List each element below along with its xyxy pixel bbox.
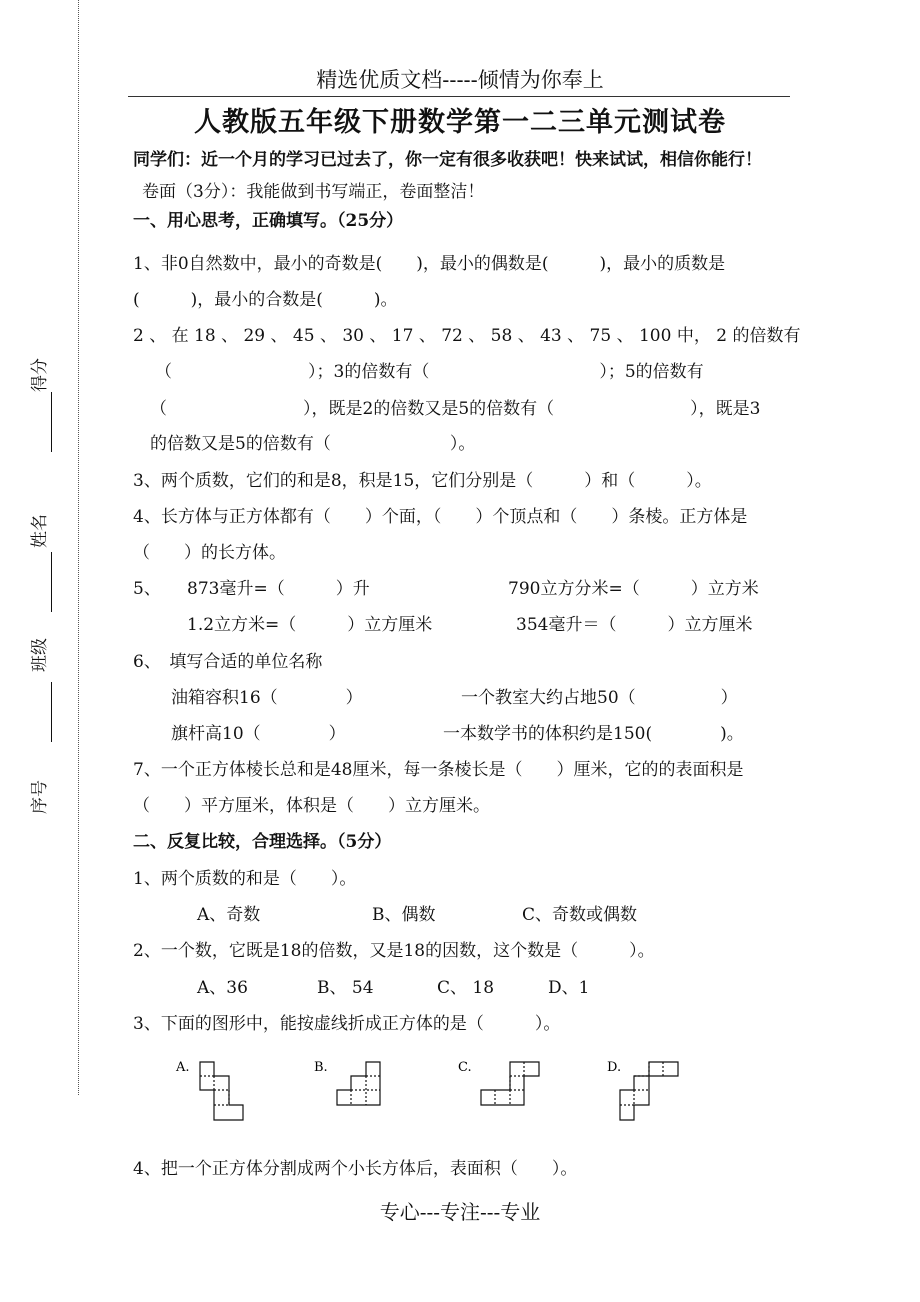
section1-heading: 一、用心思考，正确填写。（25分） [133,211,404,231]
q2-line2: （ ）；3的倍数有（ ）；5的倍数有 [155,362,704,382]
net-d[interactable] [620,1062,678,1120]
q6-item-d: 一本数学书的体积约是150( )。 [443,724,744,744]
s2-q4: 4、把一个正方体分割成两个小长方体后，表面积（ ）。 [133,1159,578,1179]
q5-item-a: 873毫升=（ ）升 [187,579,370,599]
q5-item-b: 790立方分米=（ ）立方米 [508,579,759,599]
net-c[interactable] [481,1062,539,1105]
section2-heading: 二、反复比较，合理选择。（5分） [133,832,392,852]
q1-line1: 1、非0自然数中，最小的奇数是( )，最小的偶数是( )，最小的质数是 [133,254,726,274]
page-header: 精选优质文档-----倾情为你奉上 [316,68,604,92]
q6-item-b: 一个教室大约占地50（ ） [461,688,738,708]
q6-item-a: 油箱容积16（ ） [171,688,363,708]
s2-q2-option-a[interactable]: A、36 [197,978,248,998]
s2-q1-option-b[interactable]: B、偶数 [372,905,436,925]
net-label-c: C. [458,1060,472,1075]
net-a[interactable] [200,1062,243,1120]
q6-heading: 6、 填写合适的单位名称 [133,652,323,672]
s2-q2-option-d[interactable]: D、1 [548,978,590,998]
class-label: 班级 [30,638,50,672]
net-b[interactable] [337,1062,380,1105]
s2-q1: 1、两个质数的和是（ ）。 [133,869,357,889]
q5-item-d: 354毫升＝（ ）立方厘米 [516,615,753,635]
q1-line2: ( )，最小的合数是( )。 [133,290,398,310]
page-footer: 专心---专注---专业 [379,1200,541,1224]
net-label-b: B. [314,1060,328,1075]
q4-line2: （ ）的长方体。 [133,543,286,563]
q2-line1: 2 、 在 18 、 29 、 45 、 30 、 17 、 72 、 58 、 43 、 75 、 100 中， 2 的倍数有 [133,326,801,346]
net-label-a: A. [176,1060,190,1075]
neatness-note: 卷面（3分）：我能做到书写端正，卷面整洁！ [142,182,485,202]
intro-text: 同学们：近一个月的学习已过去了，你一定有很多收获吧！快来试试，相信你能行！ [133,150,762,170]
q4-line1: 4、长方体与正方体都有（ ）个面，（ ）个顶点和（ ）条棱。正方体是 [133,507,748,527]
net-label-d: D. [607,1060,622,1075]
q2-line3: （ ），既是2的倍数又是5的倍数有（ ），既是3 [150,399,761,419]
q5-number: 5、 [133,579,161,599]
seat-label: 序号 [30,780,50,814]
page-title: 人教版五年级下册数学第一二三单元测试卷 [194,107,726,138]
score-label: 得分 [30,358,50,392]
s2-q2-option-c[interactable]: C、 18 [437,978,495,998]
name-label: 姓名 [30,514,50,548]
q7-line1: 7、一个正方体棱长总和是48厘米，每一条棱长是（ ）厘米，它的的表面积是 [133,760,744,780]
s2-q3: 3、下面的图形中，能按虚线折成正方体的是（ ）。 [133,1014,561,1034]
q5-item-c: 1.2立方米=（ ）立方厘米 [187,615,433,635]
q3-line: 3、两个质数，它们的和是8，积是15，它们分别是（ ）和（ ）。 [133,471,712,491]
s2-q1-option-a[interactable]: A、奇数 [197,905,261,925]
q6-item-c: 旗杆高10（ ） [171,724,346,744]
s2-q2: 2、一个数，它既是18的倍数，又是18的因数，这个数是（ ）。 [133,941,655,961]
q2-line4: 的倍数又是5的倍数有（ ）。 [150,434,476,454]
s2-q1-option-c[interactable]: C、奇数或偶数 [522,905,638,925]
s2-q2-option-b[interactable]: B、 54 [317,978,374,998]
q7-line2: （ ）平方厘米，体积是（ ）立方厘米。 [133,796,490,816]
